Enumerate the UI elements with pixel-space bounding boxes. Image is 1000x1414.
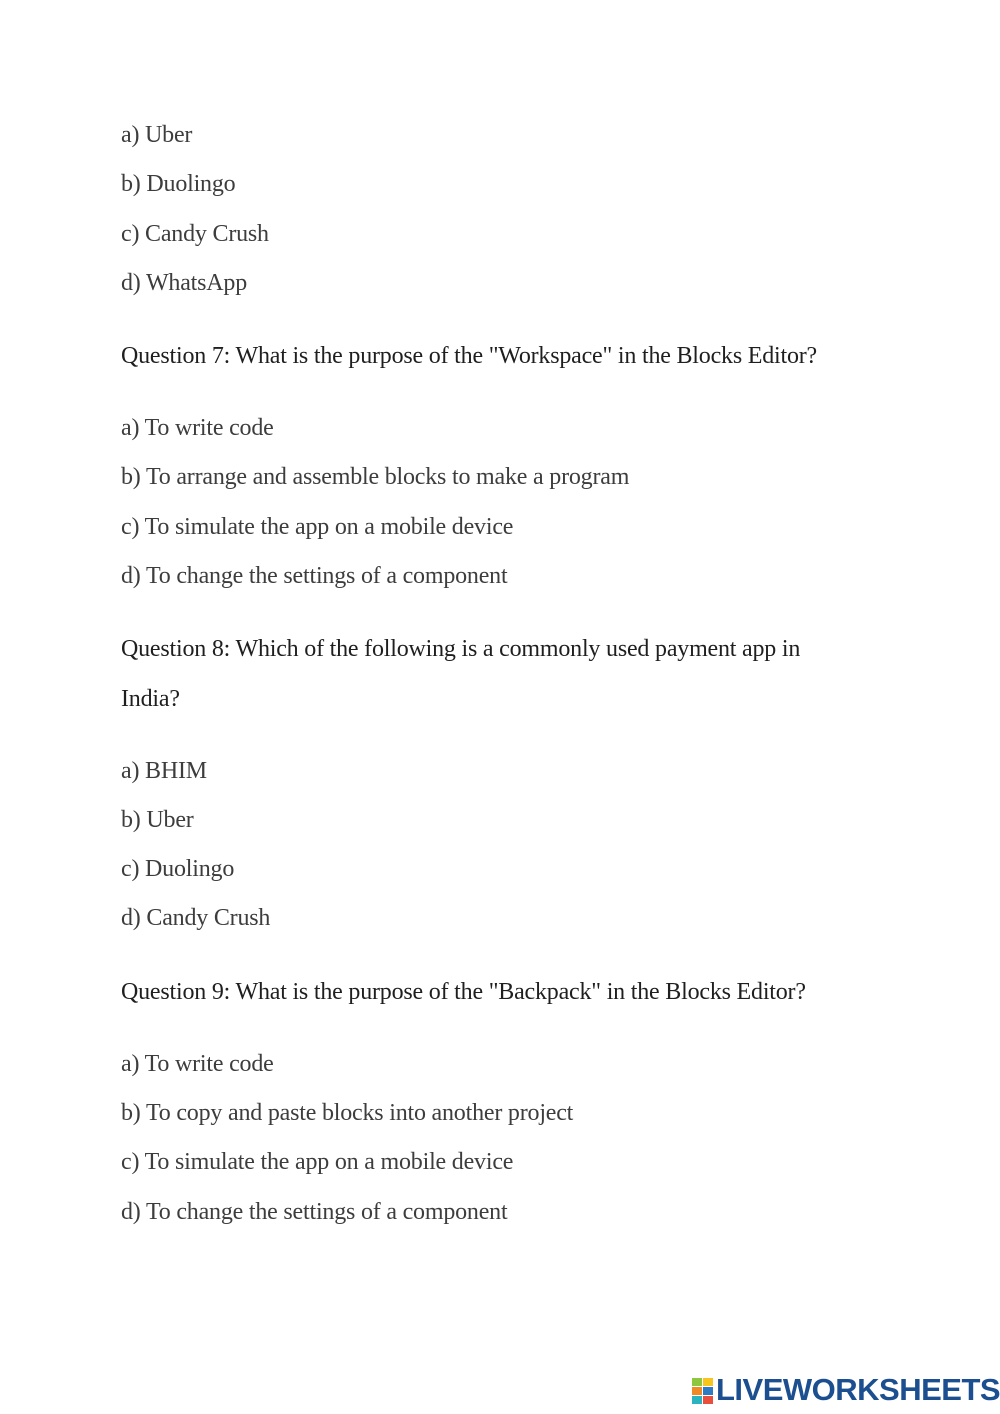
question-8-line-2: India? [121,686,180,712]
q9-option-b[interactable]: b) To copy and paste blocks into another project [121,1100,574,1126]
q8-option-c[interactable]: c) Duolingo [121,856,235,882]
logo-block-orange [692,1387,702,1395]
q6-option-b[interactable]: b) Duolingo [121,171,236,197]
q9-option-a[interactable]: a) To write code [121,1051,274,1077]
logo-block-red [703,1396,713,1404]
q6-option-d[interactable]: d) WhatsApp [121,270,248,296]
q9-option-d[interactable]: d) To change the settings of a component [121,1199,508,1225]
question-9: Question 9: What is the purpose of the "Backpack" in the Blocks Editor? [121,979,806,1005]
question-7: Question 7: What is the purpose of the "Workspace" in the Blocks Editor? [121,343,818,369]
liveworksheets-logo-icon [692,1376,714,1404]
q7-option-c[interactable]: c) To simulate the app on a mobile device [121,514,514,540]
liveworksheets-logo[interactable] [692,1372,1000,1408]
logo-block-teal [692,1396,702,1404]
q7-option-b[interactable]: b) To arrange and assemble blocks to make a program [121,464,630,490]
q7-option-d[interactable]: d) To change the settings of a component [121,563,508,589]
logo-block-blue [703,1387,713,1395]
q7-option-a[interactable]: a) To write code [121,415,274,441]
q6-option-c[interactable]: c) Candy Crush [121,221,269,247]
q6-option-a[interactable]: a) Uber [121,122,193,148]
liveworksheets-logo-text: LIVEWORKSHEETS [716,1372,1000,1407]
q8-option-d[interactable]: d) Candy Crush [121,905,271,931]
question-8-line-1: Question 8: Which of the following is a commonly used payment app in [121,636,801,662]
q9-option-c[interactable]: c) To simulate the app on a mobile device [121,1149,514,1175]
logo-block-green [692,1378,702,1386]
q8-option-a[interactable]: a) BHIM [121,758,207,784]
q8-option-b[interactable]: b) Uber [121,807,194,833]
logo-block-yellow [703,1378,713,1386]
